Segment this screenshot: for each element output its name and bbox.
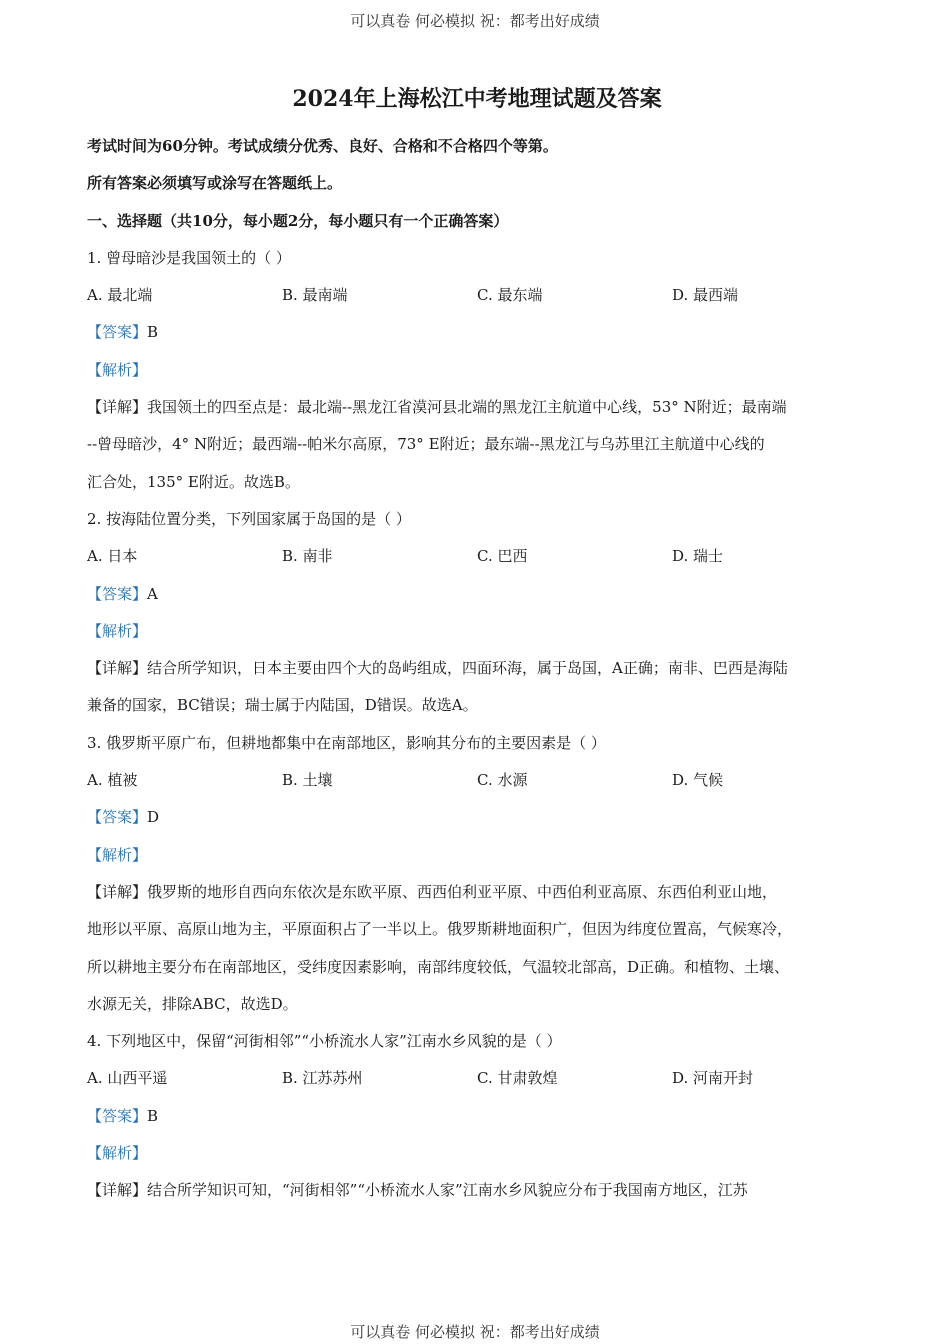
detail-line: 地形以平原、高原山地为主，平原面积占了一半以上。俄罗斯耕地面积广，但因为纬度位置高，气候寒冷， xyxy=(87,920,793,939)
document-title: 2024年上海松江中考地理试题及答案 xyxy=(292,86,662,112)
detail-line: --曾母暗沙，4° N附近；最西端--帕米尔高原，73° E附近；最东端--黑龙江与乌苏里江主航道中心线的 xyxy=(87,435,765,454)
answer-value: B xyxy=(147,323,159,342)
detail-tag: 【详解】 xyxy=(87,1181,148,1200)
answer-tag: 【答案】 xyxy=(87,1106,148,1125)
detail-line xyxy=(87,1172,867,1209)
page-footer: 可以真卷 何必模拟 祝：都考出好成绩 xyxy=(350,1323,600,1341)
question-stem: 1. 曾母暗沙是我国领土的（ ） xyxy=(87,248,291,267)
detail-line xyxy=(87,389,867,426)
option-b: B. 南非 xyxy=(282,547,333,566)
detail-line xyxy=(87,874,867,911)
detail-text: 结合所学知识，日本主要由四个大的岛屿组成，四面环海，属于岛国，A正确；南非、巴西是海陆 xyxy=(147,659,788,678)
analysis-tag: 【解析】 xyxy=(87,621,148,640)
detail-text: 结合所学知识可知，“河街相邻”“小桥流水人家”江南水乡风貌应分布于我国南方地区，江苏 xyxy=(147,1181,748,1200)
option-a: A. 山西平遥 xyxy=(87,1069,168,1088)
detail-tag: 【详解】 xyxy=(87,659,148,678)
detail-line: 汇合处，135° E附近。故选B。 xyxy=(87,472,300,491)
analysis-tag: 【解析】 xyxy=(87,1144,148,1163)
detail-line xyxy=(87,650,867,687)
analysis-line xyxy=(87,837,867,874)
question-stem: 3. 俄罗斯平原广布，但耕地都集中在南部地区，影响其分布的主要因素是（ ） xyxy=(87,733,606,752)
option-c: C. 最东端 xyxy=(477,286,543,305)
analysis-line xyxy=(87,1135,867,1172)
question-options xyxy=(87,277,867,314)
option-b: B. 江苏苏州 xyxy=(282,1069,363,1088)
answer-value: B xyxy=(147,1106,159,1125)
answer-tag: 【答案】 xyxy=(87,808,148,827)
document-body xyxy=(87,82,867,1210)
detail-tag: 【详解】 xyxy=(87,882,148,901)
option-a: A. 植被 xyxy=(87,771,138,790)
option-a: A. 日本 xyxy=(87,547,138,566)
answer-value: A xyxy=(147,584,158,603)
analysis-tag: 【解析】 xyxy=(87,360,148,379)
option-b: B. 最南端 xyxy=(282,286,348,305)
answer-line xyxy=(87,576,867,613)
option-d: D. 河南开封 xyxy=(672,1069,754,1088)
answer-line xyxy=(87,799,867,836)
analysis-tag: 【解析】 xyxy=(87,845,148,864)
answer-line xyxy=(87,314,867,351)
detail-text: 我国领土的四至点是：最北端--黑龙江省漠河县北端的黑龙江主航道中心线，53° N附近；最南端 xyxy=(147,398,787,417)
question-stem: 2. 按海陆位置分类，下列国家属于岛国的是（ ） xyxy=(87,509,411,528)
question-options xyxy=(87,538,867,575)
option-c: C. 巴西 xyxy=(477,547,528,566)
option-c: C. 甘肃敦煌 xyxy=(477,1069,558,1088)
analysis-line xyxy=(87,613,867,650)
option-d: D. 瑞士 xyxy=(672,547,724,566)
answer-sheet-note: 所有答案必须填写或涂写在答题纸上。 xyxy=(87,174,343,193)
question-options xyxy=(87,762,867,799)
answer-value: D xyxy=(147,808,160,827)
answer-line xyxy=(87,1098,867,1135)
option-b: B. 土壤 xyxy=(282,771,333,790)
option-c: C. 水源 xyxy=(477,771,528,790)
option-d: D. 气候 xyxy=(672,771,724,790)
section-heading: 一、选择题（共10分，每小题2分，每小题只有一个正确答案） xyxy=(87,211,509,230)
detail-line: 水源无关，排除ABC，故选D。 xyxy=(87,994,298,1013)
question-options xyxy=(87,1060,867,1097)
detail-tag: 【详解】 xyxy=(87,398,148,417)
question-stem: 4. 下列地区中，保留“河街相邻”“小桥流水人家”江南水乡风貌的是（ ） xyxy=(87,1032,562,1051)
detail-text: 俄罗斯的地形自西向东依次是东欧平原、西西伯利亚平原、中西伯利亚高原、东西伯利亚山地， xyxy=(147,882,778,901)
exam-time-note: 考试时间为60分钟。考试成绩分优秀、良好、合格和不合格四个等第。 xyxy=(87,137,558,155)
option-d: D. 最西端 xyxy=(672,286,739,305)
detail-line: 所以耕地主要分布在南部地区，受纬度因素影响，南部纬度较低，气温较北部高，D正确。和植物、土壤、 xyxy=(87,957,790,976)
analysis-line xyxy=(87,352,867,389)
detail-line: 兼备的国家，BC错误；瑞士属于内陆国，D错误。故选A。 xyxy=(87,696,478,715)
option-a: A. 最北端 xyxy=(87,286,153,305)
answer-tag: 【答案】 xyxy=(87,584,148,603)
page-header: 可以真卷 何必模拟 祝：都考出好成绩 xyxy=(350,12,600,30)
answer-tag: 【答案】 xyxy=(87,323,148,342)
